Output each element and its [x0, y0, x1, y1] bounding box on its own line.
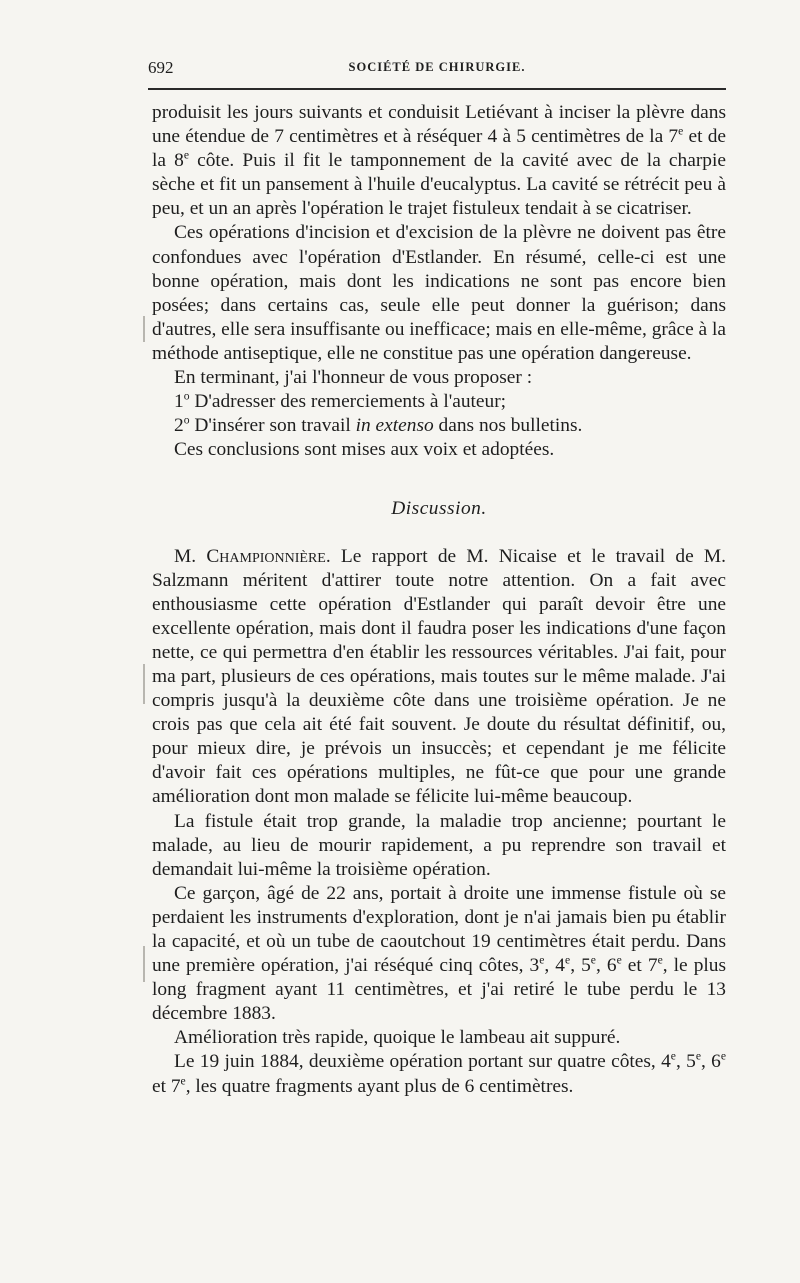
margin-mark: [143, 664, 145, 704]
speaker-name: Championnière: [206, 545, 326, 567]
list-item: 1$^o$ D'adresser des remerciements à l'auteur;: [174, 389, 507, 413]
header-rule: [148, 88, 726, 90]
page-number: 692: [148, 58, 174, 77]
margin-mark: [143, 946, 145, 982]
paragraph: Amélioration très rapide, quoique le lambeau ait suppuré.: [174, 1027, 621, 1049]
paragraph: Le 19 juin 1884, deuxième opération portant sur quatre côtes, 4e, 5e, 6e et 7e, les quatre fragments ayant plus de 6 centimètres.: [152, 1050, 727, 1097]
paragraph: M. Championnière. Le rapport de M. Nicaise et le travail de M. Salzmann méritent d'attirer toute notre attention. On a fait avec enthousiasme cette opération d'Estlander qui paraît devoir être une excellente opération, mais dont il faudra poser les indications d'une façon nette, ce qui permettra d'en établir les ressources véritables. J'ai fait, pour ma part, plusieurs de ces opérations, mais toutes sur le même malade. J'ai compris jusqu'à la deuxième côte dans une troisième opération. Je ne crois pas que cela ait été fait souvent. Je doute du résultat définitif, ou, pour mieux dire, je prévois un insuccès; et cependant je me félicite d'avoir fait ces opérations multiples, ne fût-ce que pour une grande amélioration dont mon malade se félicite lui-même beaucoup.: [152, 545, 727, 808]
paragraph: Ces opérations d'incision et d'excision de la plèvre ne doivent pas être confondues avec l'opération d'Estlander. En résumé, celle-ci est une bonne opération, mais dont les indications ne sont pas encore bien posées; dans certains cas, seule elle peut donner la guérison; dans d'autres, elle sera insuffisante ou inefficace; mais en elle-même, grâce à la méthode antiseptique, elle ne constitue pas une opération dangereuse.: [152, 222, 726, 364]
page-header: [148, 58, 726, 84]
paragraph: Ces conclusions sont mises aux voix et adoptées.: [174, 439, 555, 461]
paragraph: produisit les jours suivants et conduisit Letiévant à inciser la plèvre dans une étendue de 7 centimètres et à réséquer 4 à 5 centimètres de la 7e et de la 8e côte. Puis il fit le tamponnement de la cavité avec de la charpie sèche et fit un pansement à l'huile d'eucalyptus. La cavité se rétrécit peu à peu, et un an après l'opération le trajet fistuleux tendait à se cicatriser.: [152, 102, 726, 220]
paragraph: En terminant, j'ai l'honneur de vous proposer :: [174, 367, 533, 389]
list-item: 2$^o$ D'insérer son travail in extenso dans nos bulletins.: [174, 413, 583, 437]
section-heading: Discussion.: [391, 498, 487, 520]
paragraph: Ce garçon, âgé de 22 ans, portait à droite une immense fistule où se perdaient les instruments d'exploration, dont je n'ai jamais bien pu établir la capacité, et où un tube de caoutchout 19 centimètres était perdu. Dans une première opération, j'ai réséqué cinq côtes, 3e, 4e, 5e, 6e et 7e, le plus long fragment ayant 11 centimètres, et j'ai retiré le tube perdu le 13 décembre 1883.: [152, 882, 727, 1025]
running-title: SOCIÉTÉ DE CHIRURGIE.: [348, 60, 526, 74]
paragraph: La fistule était trop grande, la maladie trop ancienne; pourtant le malade, au lieu de mourir rapidement, a pu reprendre son travail et demandait lui-même la troisième opération.: [152, 810, 726, 880]
margin-mark: [143, 316, 145, 342]
body-text: [152, 101, 726, 1099]
